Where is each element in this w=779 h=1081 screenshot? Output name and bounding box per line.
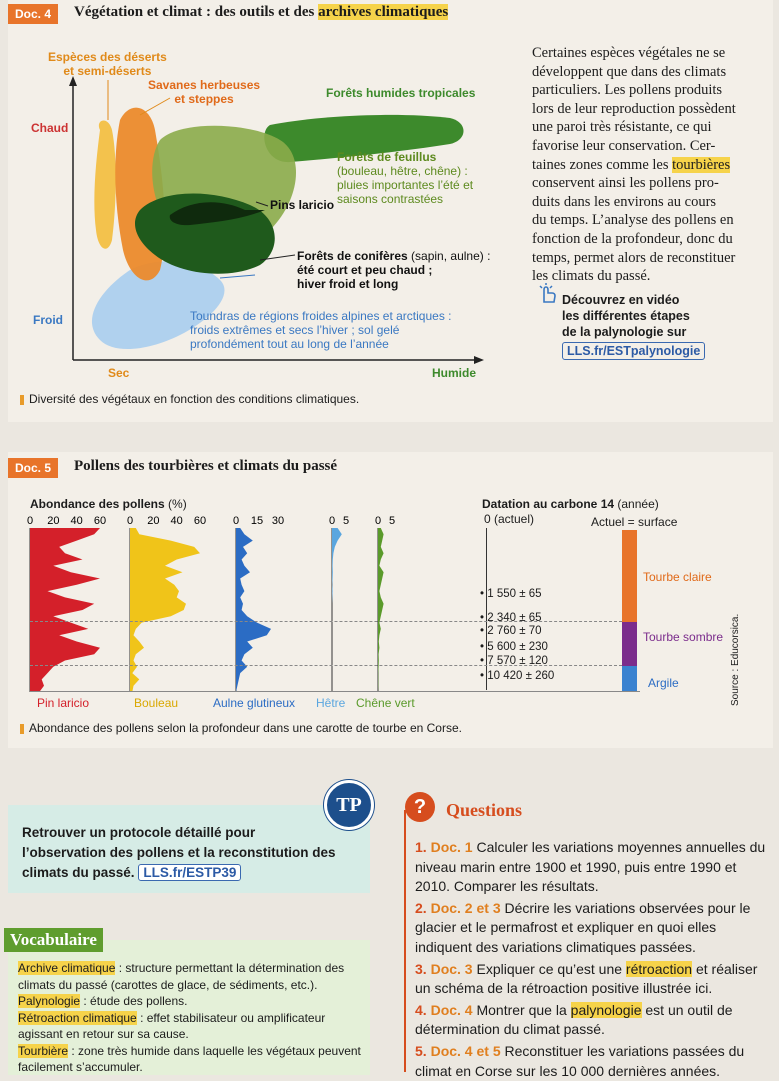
series-label-bouleau: Bouleau [134,696,179,710]
tick-label: 5 [342,515,350,527]
doc4-tag: Doc. 4 [8,4,58,24]
doc5-tag: Doc. 5 [8,458,58,478]
question-4: 4. Doc. 4 Montrer que la palynologie est un outil de détermination du climat passé. [415,1001,733,1038]
date-6: • 10 420 ± 260 [480,670,555,682]
vocab-entry: Palynologie : étude des pollens. [18,994,188,1008]
dashed-line-2 [30,665,622,666]
series-label-pin: Pin laricio [37,696,90,710]
axis-humide-label: Humide [432,366,477,380]
tp-link[interactable]: LLS.fr/ESTP39 [138,864,241,881]
doc4-caption: Diversité des végétaux en fonction des conditions climatiques. [20,392,359,406]
date-5: • 7 570 ± 120 [480,655,548,667]
tick-label: 0 [126,515,134,527]
tick-label: 30 [271,515,285,527]
series-label-hetre: Hêtre [316,696,346,710]
label-savanes: Savanes herbeuses et steppes [148,78,261,106]
video-link[interactable]: LLS.fr/ESTpalynologie [562,342,705,360]
questions-title: Questions [446,800,523,820]
tick-label: 15 [250,515,264,527]
vocab-list: Archive climatique : structure permettant la détermination des climats du passé (carottes de glace, de sédiments, etc.). Palynologie : étude des pollens. Rétroaction climatique : effet stabilisateur ou amplificateur agissant en retour sur sa cause. Tourbière : zone très humide dans laquelle les végétaux peuvent facilement s’accumuler. [18,960,363,1076]
series-label-aulne: Aulne glutineux [213,696,296,710]
tick-label: 60 [193,515,207,527]
vocab-title: Vocabulaire [4,928,103,952]
doc4-title: Végétation et climat : des outils et des archives climatiques [74,4,449,20]
video-hand-icon [536,282,558,309]
vocab-entry: Rétroaction climatique : effet stabilisateur ou amplificateur [18,1010,326,1025]
tick-label: 0 [374,515,382,527]
profile-hêtre [332,528,342,692]
question-2: 2. Doc. 2 et 3 Décrire les variations observées pour le glacier et le permafrost et expliquer en quoi elles indiquent des variations climatiques passées. [415,899,751,955]
tick-label: 20 [147,515,160,527]
layer-label-sombre: Tourbe sombre [643,630,724,644]
bottom-line [30,691,640,692]
profile-chêne-vert [378,528,384,692]
axis-chaud-label: Chaud [31,121,69,135]
doc5-title: Pollens des tourbières et climats du passé [74,458,338,474]
label-coniferes: Forêts de conifères (sapin, aulne) : été court et peu chaud ; hiver froid et long [297,249,491,291]
layer-label-argile: Argile [648,676,679,690]
profile-pin-laricio [30,528,100,692]
profile-aulne-glutineux [236,528,271,692]
axis-froid-label: Froid [33,313,63,327]
label-feuillus: Forêts de feuillus (bouleau, hêtre, chêne) : pluies importantes l’été et saisons contrastées [337,150,474,206]
question-3: 3. Doc. 3 Expliquer ce qu’est une rétroaction et réaliser un schéma de la rétroaction positive illustrée ici. [415,960,758,997]
tp-text: Retrouver un protocole détaillé pour l’observation des pollens et la reconstitution des climats du passé. LLS.fr/ESTP39 [22,825,336,880]
layer-argile [622,666,637,692]
dashed-line-1 [30,621,622,622]
date-4: • 5 600 ± 230 [480,641,548,653]
deserts-shape [94,121,115,249]
vocab-entry: Archive climatique : structure permettant la détermination des [18,961,345,975]
questions-rule [404,810,406,1072]
datation-zero: 0 (actuel) [484,512,535,526]
date-1: • 1 550 ± 65 [480,588,542,600]
questions-icon: ? [405,792,435,822]
date-3: • 2 760 ± 70 [480,625,542,637]
questions-list [415,838,771,1081]
label-pins: Pins laricio [270,198,335,212]
surface-label: Actuel = surface [591,515,678,529]
source-credit: Source : Educorsica. [730,613,741,706]
profile-bouleau [130,528,200,692]
question-1: 1. Doc. 1 Calculer les variations moyennes annuelles du niveau marin entre 1900 et 1990, puis entre 1990 et 2010. Comparer les résultats. [415,839,766,895]
doc5-caption: Abondance des pollens selon la profondeur dans une carotte de tourbe en Corse. [20,721,462,735]
label-deserts: Espèces des déserts et semi-déserts [48,50,167,78]
label-tropicales: Forêts humides tropicales [326,86,476,100]
tick-label: 0 [26,515,34,527]
tick-label: 0 [328,515,336,527]
question-5: 5. Doc. 4 et 5 Reconstituer les variations passées du climat en Corse sur les 10 000 dernières années. [415,1042,745,1079]
tick-label: 60 [93,515,107,527]
abundance-label: Abondance des pollens (%) [30,497,187,511]
tick-label: 0 [232,515,240,527]
doc4-text: Certaines espèces végétales ne se développent que dans des climats particuliers. Les pollens produits lors de leur reproduction possèdent une paroi très résistante, ce qui favorise leur conservation. Cer- taines zones comme les tourbières conservent ainsi les pollens pro- duits dans les environs au cours du temps. L’analyse des pollens en fonction de la profondeur, donc du temps, permet alors de reconstituer les climats du passé. [532,45,736,285]
video-callout: Découvrez en vidéo les différentes étapes de la palynologie sur LLS.fr/ESTpalynologie [562,292,705,360]
tick-label: 20 [47,515,60,527]
axis-sec-label: Sec [108,366,130,380]
date-2: • 2 340 ± 65 [480,612,542,624]
tp-badge: TP [324,780,374,830]
series-label-chene: Chêne vert [356,696,415,710]
tick-label: 40 [170,515,183,527]
tick-label: 5 [388,515,396,527]
layer-label-claire: Tourbe claire [643,570,712,584]
label-toundras: Toundras de régions froides alpines et arctiques : froids extrêmes et secs l’hiver ; sol gelé profondément tout au long de l’année [190,309,452,351]
layer-tourbe-claire [622,530,637,622]
tick-label: 40 [70,515,83,527]
layer-tourbe-sombre [622,622,637,666]
datation-label: Datation au carbone 14 (année) [482,497,659,511]
vocab-entry: Tourbière : zone très humide dans laquelle les végétaux peuvent [18,1043,361,1058]
pollen-chart [20,510,490,710]
